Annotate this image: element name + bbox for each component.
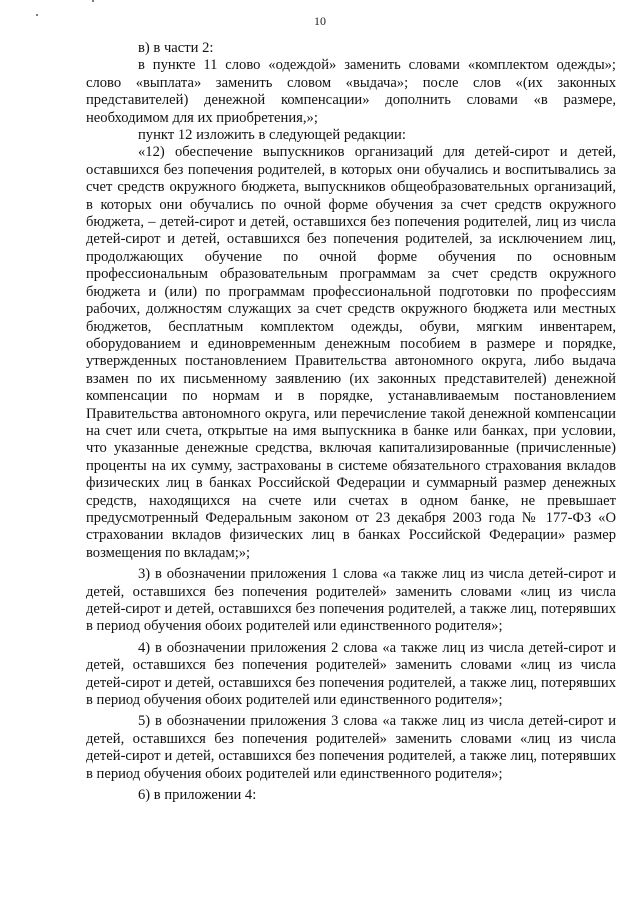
paragraph-item-12-text: «12) обеспечение выпускников организаций для детей-сирот и детей, оставшихся без попечения родителей, в которых они обучались и воспитывались за счет средств окружного бюджета, выпускников общеобразовательных организаций, в которых они обучались по очной форме обучения за счет средств окружного бюджета, – детей-сирот и детей, оставшихся без попечения родителей, лиц из числа детей-сирот и детей, оставшихся без попечения родителей, за исключением лиц, продолжающих обучение по очной форме обучения по основным профессиональным образовательным программам за счет средств окружного бюджета и (или) по программам профессиональной подготовки по профессиям рабочих, должностям служащих за счет средств окружного бюджета или местных бюджетов, бесплатным комплектом одежды, обуви, мягким инвентарем, оборудованием и единовременным денежным пособием в размере и порядке, утвержденных постановлением Правительства автономного округа, либо выдача взамен по их письменному заявлению (их законных представителей) денежной компенсации по нормам и в порядке, устанавливаемым постановлением Правительства автономного округа, или перечисление такой денежной компенсации на счет или счета, открытые на имя выпускника в банке или банках, при условии, что указанные денежные средства, включая капитализированные (причисленные) проценты на их сумму, застрахованы в системе обязательного страхования вкладов физических лиц в банках Российской Федерации и суммарный размер денежных средств, находящихся на счете или счетах в одном банке, не превышает предусмотренный Федеральным законом от 23 декабря 2003 года № 177-ФЗ «О страховании вкладов физических лиц в банках Российской Федерации» размер возмещения по вкладам;»; (86, 144, 616, 561)
scan-speck (92, 0, 94, 2)
paragraph-part-2-heading: в) в части 2: (138, 40, 214, 56)
paragraph-appendix-4: 6) в приложении 4: (138, 787, 257, 804)
page-number: 10 (314, 14, 326, 28)
paragraph-item-11-amendment: в пункте 11 слово «одеждой» заменить словами «комплектом одежды»; слово «выплата» заменить словом «выдача»; после слов «(их законных представителей) денежной компенсации» дополнить словами «в размере, необходимом для их приобретения,»; (86, 57, 616, 126)
paragraph-item-12-intro: пункт 12 изложить в следующей редакции: (138, 127, 406, 144)
document-body (86, 40, 616, 804)
paragraph-appendix-3: 5) в обозначении приложения 3 слова «а также лиц из числа детей-сирот и детей, оставшихся без попечения родителей» заменить словами «лиц из числа детей-сирот и детей, оставшихся без попечения родителей, а также лиц, потерявших в период обучения обоих родителей или единственного родителя»; (86, 713, 616, 782)
paragraph-appendix-1: 3) в обозначении приложения 1 слова «а также лиц из числа детей-сирот и детей, оставшихся без попечения родителей» заменить словами «лиц из числа детей-сирот и детей, оставшихся без попечения родителей, а также лиц, потерявших в период обучения обоих родителей или единственного родителя»; (86, 566, 616, 635)
paragraph-appendix-2: 4) в обозначении приложения 2 слова «а также лиц из числа детей-сирот и детей, оставшихся без попечения родителей» заменить словами «лиц из числа детей-сирот и детей, оставшихся без попечения родителей, а также лиц, потерявших в период обучения обоих родителей или единственного родителя»; (86, 639, 616, 709)
